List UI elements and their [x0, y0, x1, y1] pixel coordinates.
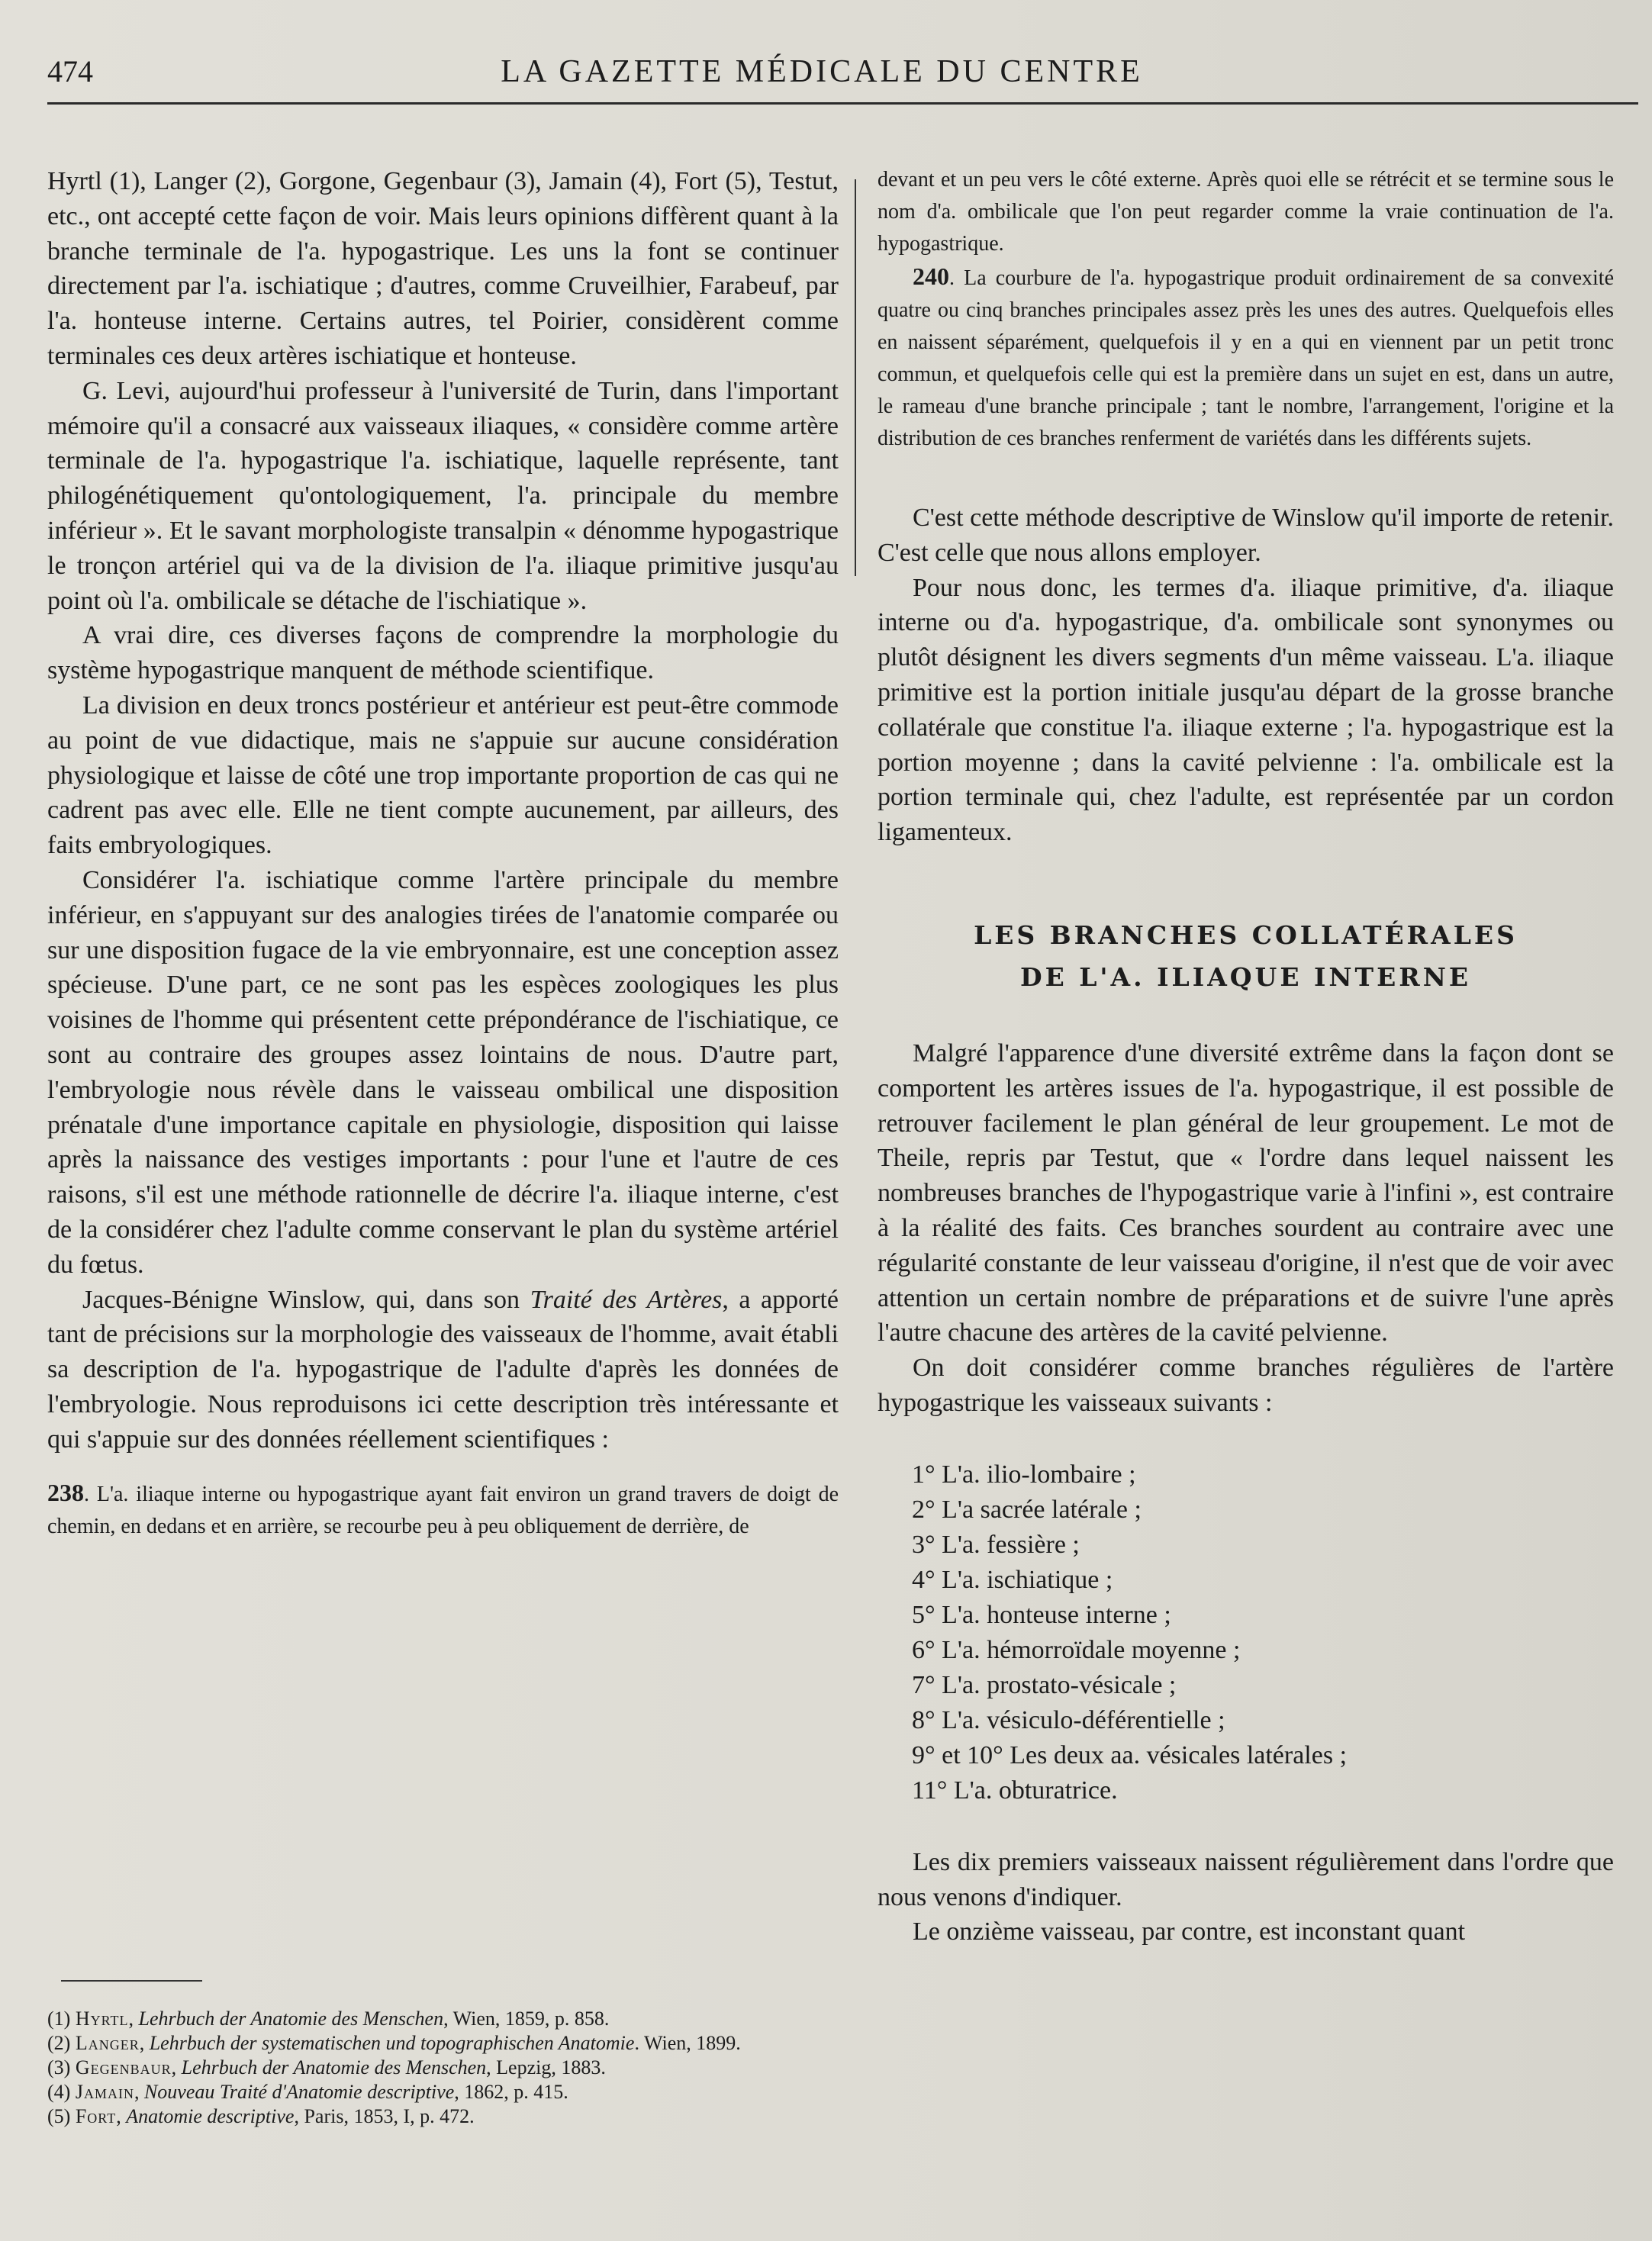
paragraph: A vrai dire, ces diverses façons de comprendre la morphologie du système hypogastrique manquent de méthode scientifique.: [47, 621, 839, 685]
right-column: [878, 164, 1614, 1950]
section-title-line-1: LES BRANCHES COLLATÉRALES: [974, 919, 1518, 950]
footnote: (3) Gegenbaur, Lehrbuch der Anatomie des Menschen, Lepzig, 1883.: [47, 2056, 606, 2078]
footnote: (2) Langer, Lehrbuch der systematischen und topographischen Anatomie. Wien, 1899.: [47, 2032, 741, 2054]
left-column: [47, 164, 839, 1543]
book-title: Traité des Artères: [530, 1285, 723, 1314]
paragraph: Pour nous donc, les termes d'a. iliaque primitive, d'a. iliaque interne ou d'a. hypogastrique, d'a. ombilicale sont synonymes ou plutôt désignent les divers segments d'un même vaisseau. L'a. iliaque primitive est la portion initiale jusqu'au départ de la grosse branche collatérale que constitue l'a. iliaque externe ; l'a. hypogastrique est la portion moyenne ; dans la cavité pelvienne : l'a. ombilicale est la portion terminale qui, chez l'adulte, est représentée par un cordon ligamenteux.: [878, 573, 1614, 847]
paragraph: Hyrtl (1), Langer (2), Gorgone, Gegenbaur (3), Jamain (4), Fort (5), Testut, etc., ont accepté cette façon de voir. Mais leurs opinions diffèrent quant à la branche terminale de l'a. hypogastrique. Les uns la font se continuer directement par l'a. ischiatique ; d'autres, comme Cruveilhier, Farabeuf, par l'a. honteuse interne. Certains autres, tel Poirier, considèrent comme terminales ces deux artères ischiatique et honteuse.: [47, 167, 839, 370]
footnote-work: Anatomie descriptive: [126, 2105, 295, 2127]
list-item: 5° L'a. honteuse interne ;: [912, 1600, 1171, 1629]
text-span: Jacques-Bénigne Winslow, qui, dans son: [82, 1285, 530, 1314]
footnote: (4) Jamain, Nouveau Traité d'Anatomie descriptive, 1862, p. 415.: [47, 2081, 568, 2103]
footnote-author: Jamain: [75, 2081, 134, 2103]
section-heading: [878, 920, 1614, 992]
footnotes: [47, 2007, 845, 2129]
footnote-author: Langer: [75, 2032, 140, 2054]
running-title: LA GAZETTE MÉDICALE DU CENTRE: [501, 54, 1143, 89]
footnote-number: (2): [47, 2032, 71, 2054]
footnote-work: Lehrbuch der systematischen und topographischen Anatomie: [149, 2032, 635, 2054]
list-item: 1° L'a. ilio-lombaire ;: [912, 1460, 1136, 1489]
paragraph: C'est cette méthode descriptive de Winslow qu'il importe de retenir. C'est celle que nous allons employer.: [878, 504, 1614, 567]
footnote-details: , Paris, 1853, I, p. 472.: [294, 2105, 475, 2127]
paragraph: Le onzième vaisseau, par contre, est inconstant quant: [913, 1917, 1466, 1946]
quote-text: . La courbure de l'a. hypogastrique produit ordinairement de sa convexité quatre ou cinq branches principales assez près les unes des autres. Quelquefois elles en naissent séparément, quelquefois il y en a qui en viennent par un petit tronc commun, et quelquefois celle qui est la première dans un sujet en est, dans un autre, le rameau d'une branche principale ; tant le nombre, l'arrangement, l'origine et la distribution de ces branches renferment de variétés dans les différents sujets.: [878, 266, 1614, 450]
footnote-details: , 1862, p. 415.: [454, 2081, 568, 2103]
list-item: 7° L'a. prostato-vésicale ;: [912, 1670, 1177, 1699]
footnote-details: , Lepzig, 1883.: [486, 2056, 606, 2078]
footnote-author: Fort: [75, 2105, 117, 2127]
footnote: (1) Hyrtl, Lehrbuch der Anatomie des Menschen, Wien, 1859, p. 858.: [47, 2008, 610, 2030]
list-item: 9° et 10° Les deux aa. vésicales latérales ;: [912, 1740, 1348, 1769]
list-item: 6° L'a. hémorroïdale moyenne ;: [912, 1635, 1241, 1664]
section-title-line-2: DE L'A. ILIAQUE INTERNE: [1019, 961, 1472, 992]
paragraph: [47, 1283, 839, 1457]
paragraph: La division en deux troncs postérieur et antérieur est peut-être commode au point de vue didactique, mais ne s'appuie sur aucune considération physiologique et laisse de côté une trop importante proportion de cas qui ne cadrent pas avec elle. Elle ne tient compte aucunement, par ailleurs, des faits embryologiques.: [47, 691, 839, 860]
paragraph: Malgré l'apparence d'une diversité extrême dans la façon dont se comportent les artères issues de l'a. hypogastrique, il est possible de retrouver facilement le plan général de leur groupement. Le mot de Theile, repris par Testut, que « l'ordre dans lequel naissent les nombreuses branches de l'hypogastrique varie à l'infini », est contraire à la réalité des faits. Ces branches sourdent au contraire avec une régularité constante de leur vaisseau d'origine, il n'est que de voir avec attention un certain nombre de préparations et de suivre l'une après l'autre chacune des artères de la cavité pelvienne.: [878, 1038, 1614, 1347]
paragraph: Les dix premiers vaisseaux naissent régulièrement dans l'ordre que nous venons d'indiquer.: [878, 1847, 1614, 1911]
footnote-work: Nouveau Traité d'Anatomie descriptive: [143, 2081, 455, 2103]
quoted-paragraph-240: [878, 260, 1614, 455]
list-item: 2° L'a sacrée latérale ;: [912, 1495, 1142, 1524]
quote-continuation: devant et un peu vers le côté externe. Après quoi elle se rétrécit et se termine sous le nom d'a. ombilicale que l'on peut regarder comme la vraie continuation de l'a. hypogastrique.: [878, 168, 1614, 256]
quote-text: . L'a. iliaque interne ou hypogastrique ayant fait environ un grand travers de doigt de chemin, en dedans et en arrière, se recourbe peu à peu obliquement de derrière, de: [47, 1483, 839, 1539]
branch-list: [878, 1457, 1614, 1808]
paragraph: G. Levi, aujourd'hui professeur à l'université de Turin, dans l'important mémoire qu'il a consacré aux vaisseaux iliaques, « considère comme artère terminale de l'a. hypogastrique l'a. ischiatique, laquelle représente, tant philogénétiquement qu'ontologiquement, l'a. principale du membre inférieur ». Et le savant morphologiste transalpin « dénomme hypogastrique le tronçon artériel qui va de la division de l'a. iliaque primitive jusqu'au point où l'a. ombilicale se détache de l'ischiatique ».: [47, 376, 839, 615]
column-divider: [855, 179, 856, 576]
list-item: 4° L'a. ischiatique ;: [912, 1565, 1113, 1594]
footnote-details: , Wien, 1859, p. 858.: [443, 2008, 610, 2030]
paragraph: Considérer l'a. ischiatique comme l'artère principale du membre inférieur, en s'appuyant sur des analogies tirées de l'anatomie comparée ou sur une disposition fugace de la vie embryonnaire, est une conception assez spécieuse. D'une part, ce ne sont pas les espèces zoologiques les plus voisines de l'homme qui présentent cette prépondérance de l'ischiatique, ce sont au contraire des groupes assez lointains de nous. D'autre part, l'embryologie nous révèle dans le vaisseau ombilical une disposition prénatale d'une importance capitale en physiologie, disposition qui laisse après la naissance des vestiges importants : pour l'une et l'autre de ces raisons, s'il est une méthode rationnelle de décrire l'a. iliaque interne, c'est de la considérer chez l'adulte comme conservant le plan du système artériel du fœtus.: [47, 865, 839, 1279]
text-span: , a apporté tant de précisions sur la morphologie des vaisseaux de l'homme, avait établi sa description de l'a. hypogastrique de l'adulte d'après les données de l'embryologie. Nous reproduisons ici cette description très intéressante et qui s'appuie sur des données réellement scientifiques :: [47, 1285, 839, 1454]
footnote-author: Gegenbaur: [75, 2056, 172, 2078]
footnote-work: Lehrbuch der Anatomie des Menschen: [181, 2056, 487, 2078]
footnote-work: Lehrbuch der Anatomie des Menschen: [138, 2008, 444, 2030]
page-number: 474: [47, 54, 93, 89]
page-header: [47, 53, 1596, 99]
paragraph-number: 238: [47, 1479, 84, 1507]
list-item: 11° L'a. obturatrice.: [912, 1776, 1118, 1805]
footnote: (5) Fort, Anatomie descriptive, Paris, 1853, I, p. 472.: [47, 2105, 475, 2127]
paragraph: On doit considérer comme branches régulières de l'artère hypogastrique les vaisseaux suivants :: [878, 1354, 1614, 1417]
footnote-number: (3): [47, 2056, 71, 2078]
footnote-author: Hyrtl: [75, 2008, 129, 2030]
footnote-number: (1): [47, 2008, 71, 2030]
header-rule: [47, 102, 1638, 105]
footnote-details: . Wien, 1899.: [634, 2032, 741, 2054]
list-item: 8° L'a. vésiculo-déférentielle ;: [912, 1705, 1225, 1734]
paragraph-number: 240: [913, 262, 949, 290]
quoted-paragraph-238: [47, 1476, 839, 1543]
footnote-number: (4): [47, 2081, 71, 2103]
footnote-rule: [61, 1980, 202, 1982]
list-item: 3° L'a. fessière ;: [912, 1530, 1080, 1559]
footnote-number: (5): [47, 2105, 71, 2127]
